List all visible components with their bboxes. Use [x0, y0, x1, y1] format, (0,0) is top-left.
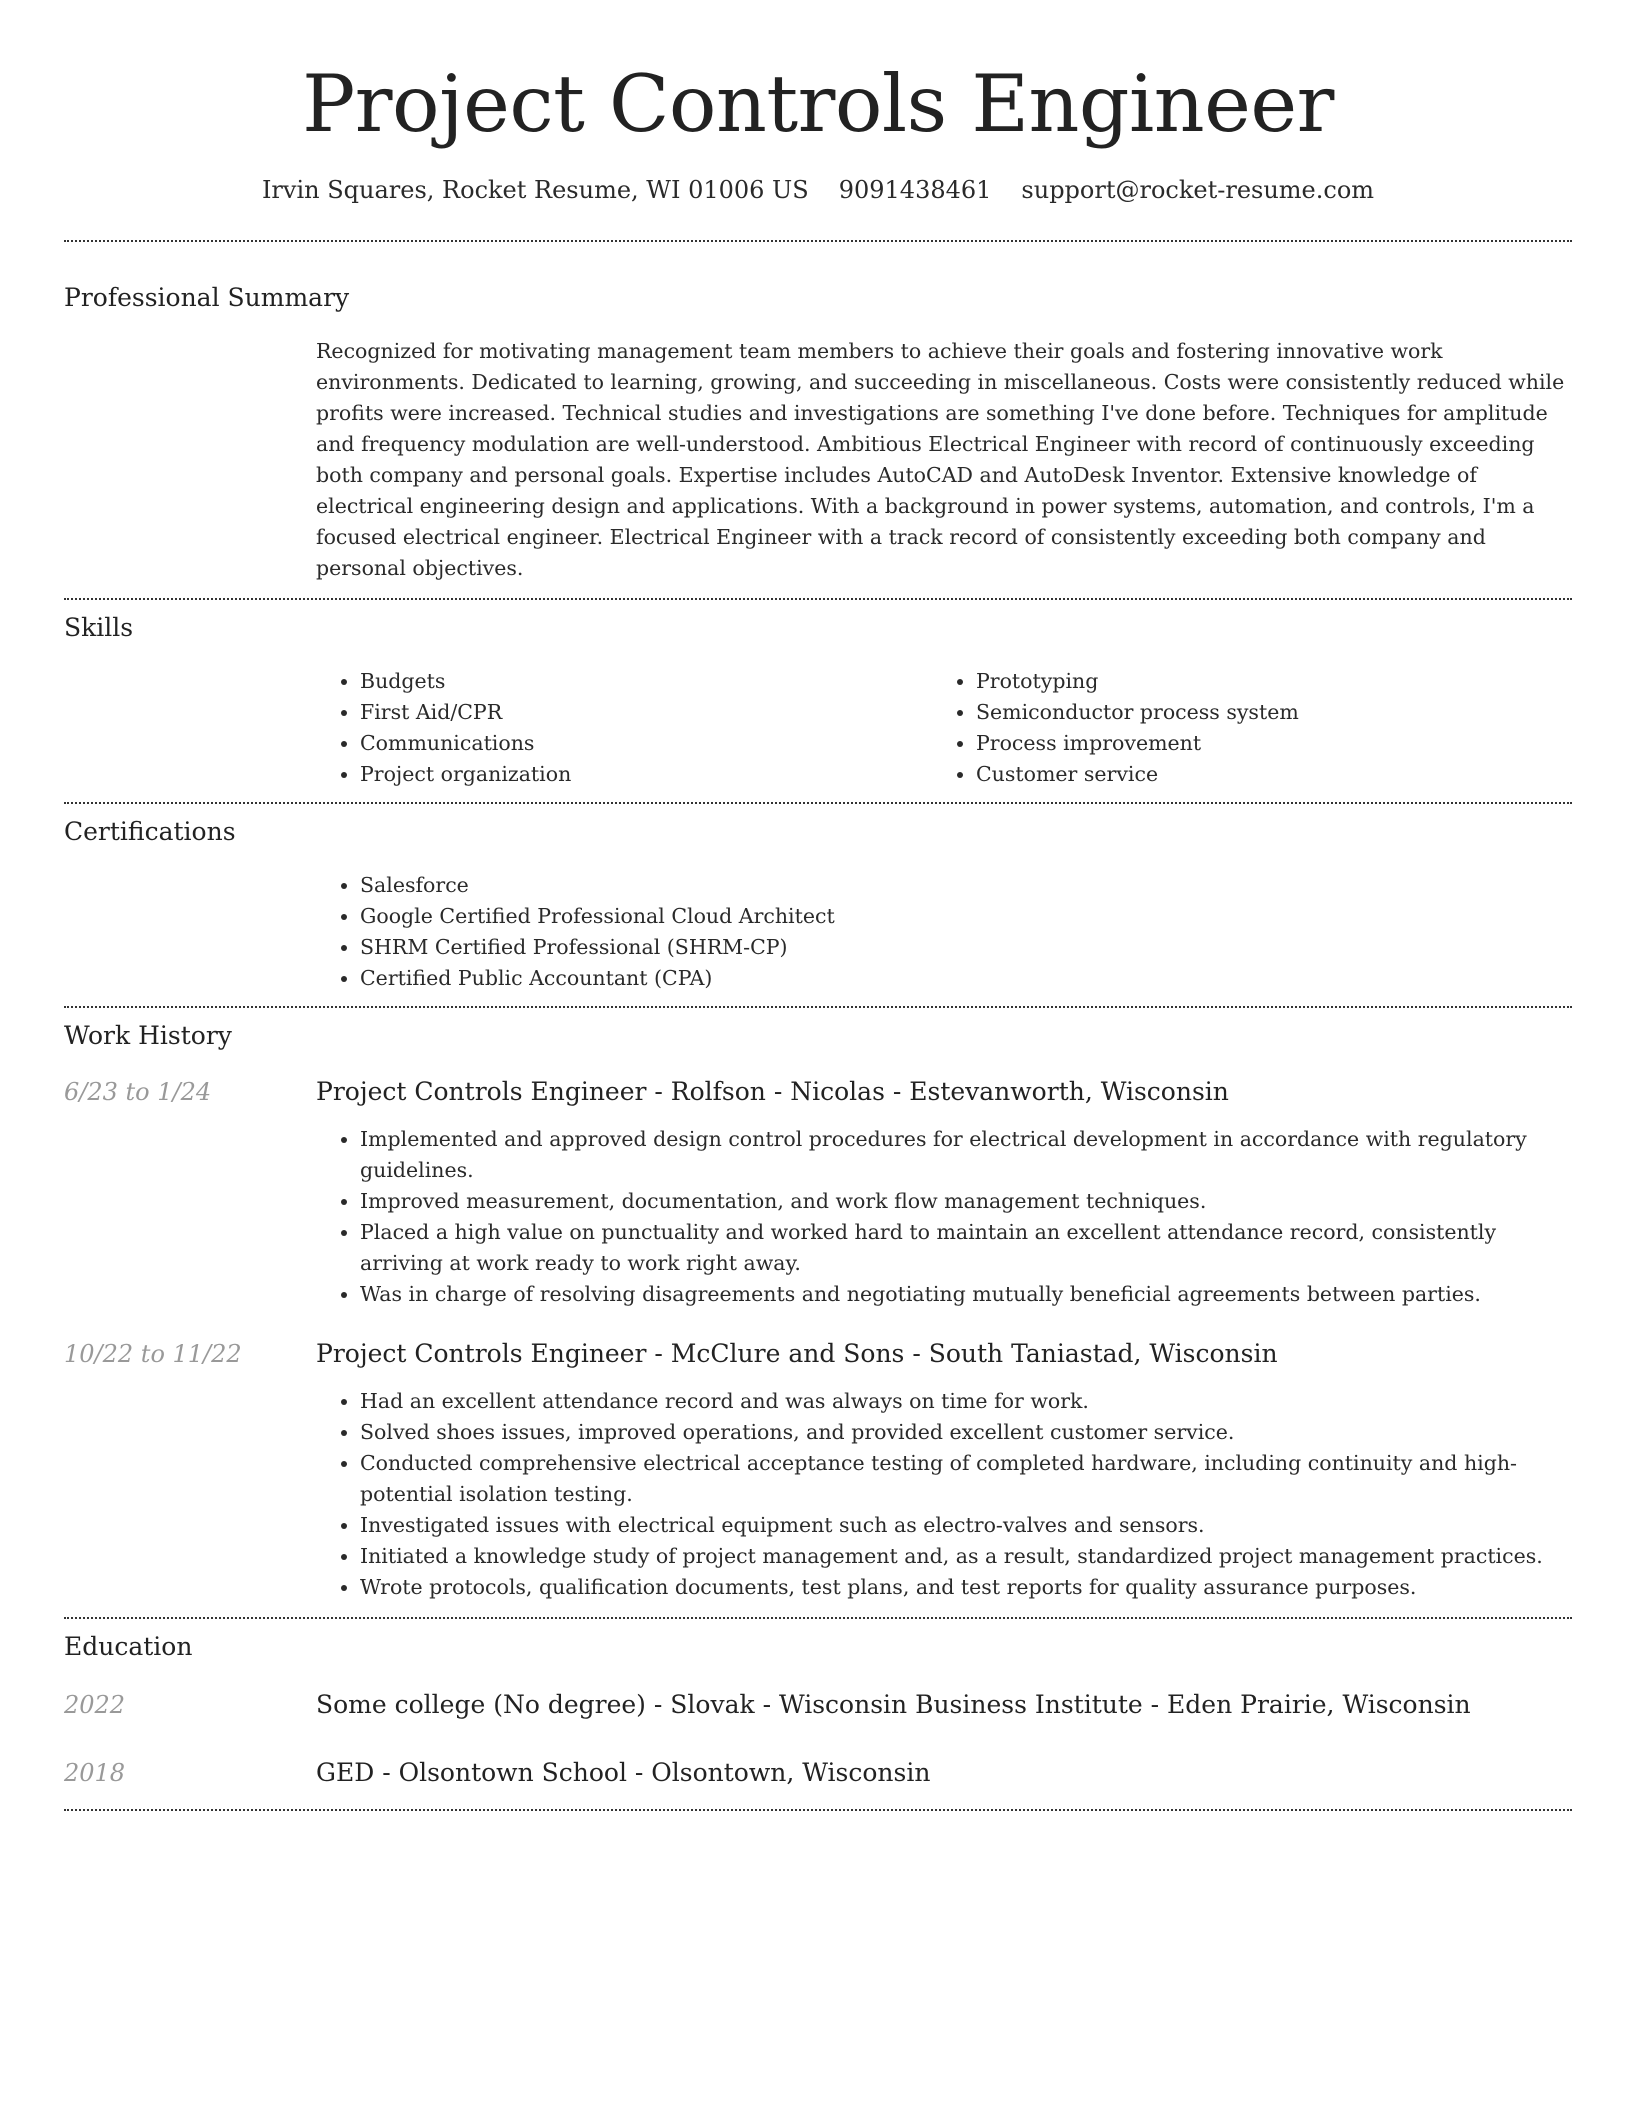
education-year: 2022: [64, 1691, 126, 1719]
contact-line: [64, 174, 1572, 206]
job-heading: Project Controls Engineer - Rolfson - Nicolas - Estevanworth, Wisconsin: [316, 1077, 1229, 1106]
skill-item: • Communications: [360, 728, 932, 759]
education-detail: GED - Olsontown School - Olsontown, Wisconsin: [316, 1758, 931, 1787]
summary-text: Recognized for motivating management team members to achieve their goals and fostering innovative work environments. Dedicated to learning, growing, and succeeding in miscellaneous. Costs were consistently reduced while profits were increased. Technical studies and investigations are something I've done before. Techniques for amplitude and frequency modulation are well-understood. Ambitious Electrical Engineer with record of continuously exceeding both company and personal goals. Expertise includes AutoCAD and AutoDesk Inventor. Extensive knowledge of electrical engineering design and applications. With a background in power systems, automation, and controls, I'm a focused electrical engineer. Electrical Engineer with a track record of consistently exceeding both company and personal objectives.: [316, 339, 1565, 580]
education-entry: [64, 1757, 1572, 1789]
certification-item: • Google Certified Professional Cloud Architect: [360, 901, 1572, 932]
job-bullet: • Conducted comprehensive electrical acceptance testing of completed hardware, including continuity and high-potential isolation testing.: [360, 1448, 1572, 1510]
skill-item: • Prototyping: [976, 666, 1548, 697]
contact-address: Irvin Squares, Rocket Resume, WI 01006 US: [261, 176, 809, 204]
certifications-section: [64, 816, 1572, 994]
job-bullet: • Was in charge of resolving disagreements and negotiating mutually beneficial agreements between parties.: [360, 1279, 1572, 1310]
skill-item: • Project organization: [360, 759, 932, 790]
certification-item: • Certified Public Accountant (CPA): [360, 963, 1572, 994]
job-bullet: • Improved measurement, documentation, and work flow management techniques.: [360, 1186, 1572, 1217]
certification-item: • SHRM Certified Professional (SHRM-CP): [360, 932, 1572, 963]
summary-heading: Professional Summary: [64, 283, 350, 312]
skills-heading: Skills: [64, 613, 134, 642]
job-bullet: • Solved shoes issues, improved operations, and provided excellent customer service.: [360, 1417, 1572, 1448]
education-section: [64, 1631, 1572, 1789]
skills-section: [64, 612, 1572, 790]
divider: [64, 240, 1572, 242]
work-history-heading: Work History: [64, 1021, 232, 1050]
education-detail: Some college (No degree) - Slovak - Wisconsin Business Institute - Eden Prairie, Wisconsin: [316, 1690, 1471, 1719]
divider: [64, 1006, 1572, 1008]
work-history-section: [64, 1020, 1572, 1603]
contact-phone: 9091438461: [838, 176, 992, 204]
job-dates: 6/23 to 1/24: [64, 1078, 212, 1106]
job-bullet: • Initiated a knowledge study of project management and, as a result, standardized project management practices.: [360, 1541, 1572, 1572]
skill-item: • Semiconductor process system: [976, 697, 1548, 728]
skills-column-left: [316, 666, 932, 790]
job-bullet: • Implemented and approved design control procedures for electrical development in accordance with regulatory guidelines.: [360, 1124, 1572, 1186]
resume-title: Project Controls Engineer: [302, 58, 1334, 150]
skill-item: • Budgets: [360, 666, 932, 697]
skills-list: [316, 666, 1572, 790]
job-entry: [64, 1338, 1572, 1603]
job-entry: [64, 1076, 1572, 1310]
divider: [64, 1617, 1572, 1619]
skill-item: • Process improvement: [976, 728, 1548, 759]
certification-item: • Salesforce: [360, 870, 1572, 901]
certifications-list: [316, 870, 1572, 994]
education-heading: Education: [64, 1632, 193, 1661]
education-year: 2018: [64, 1759, 126, 1787]
skills-column-right: [932, 666, 1548, 790]
skill-item: • Customer service: [976, 759, 1548, 790]
resume-page: [64, 0, 1572, 1811]
job-heading: Project Controls Engineer - McClure and Sons - South Taniastad, Wisconsin: [316, 1339, 1278, 1368]
job-bullet: • Had an excellent attendance record and was always on time for work.: [360, 1386, 1572, 1417]
job-bullet: • Wrote protocols, qualification documents, test plans, and test reports for quality assurance purposes.: [360, 1572, 1572, 1603]
job-bullet: • Investigated issues with electrical equipment such as electro-valves and sensors.: [360, 1510, 1572, 1541]
divider: [64, 802, 1572, 804]
skill-item: • First Aid/CPR: [360, 697, 932, 728]
summary-section: [64, 282, 1572, 584]
divider: [64, 598, 1572, 600]
divider: [64, 1809, 1572, 1811]
education-entry: [64, 1689, 1572, 1721]
contact-email: support@rocket-resume.com: [1021, 176, 1375, 204]
job-bullet: • Placed a high value on punctuality and worked hard to maintain an excellent attendance record, consistently arriving at work ready to work right away.: [360, 1217, 1572, 1279]
certifications-heading: Certifications: [64, 817, 236, 846]
job-dates: 10/22 to 11/22: [64, 1340, 242, 1368]
